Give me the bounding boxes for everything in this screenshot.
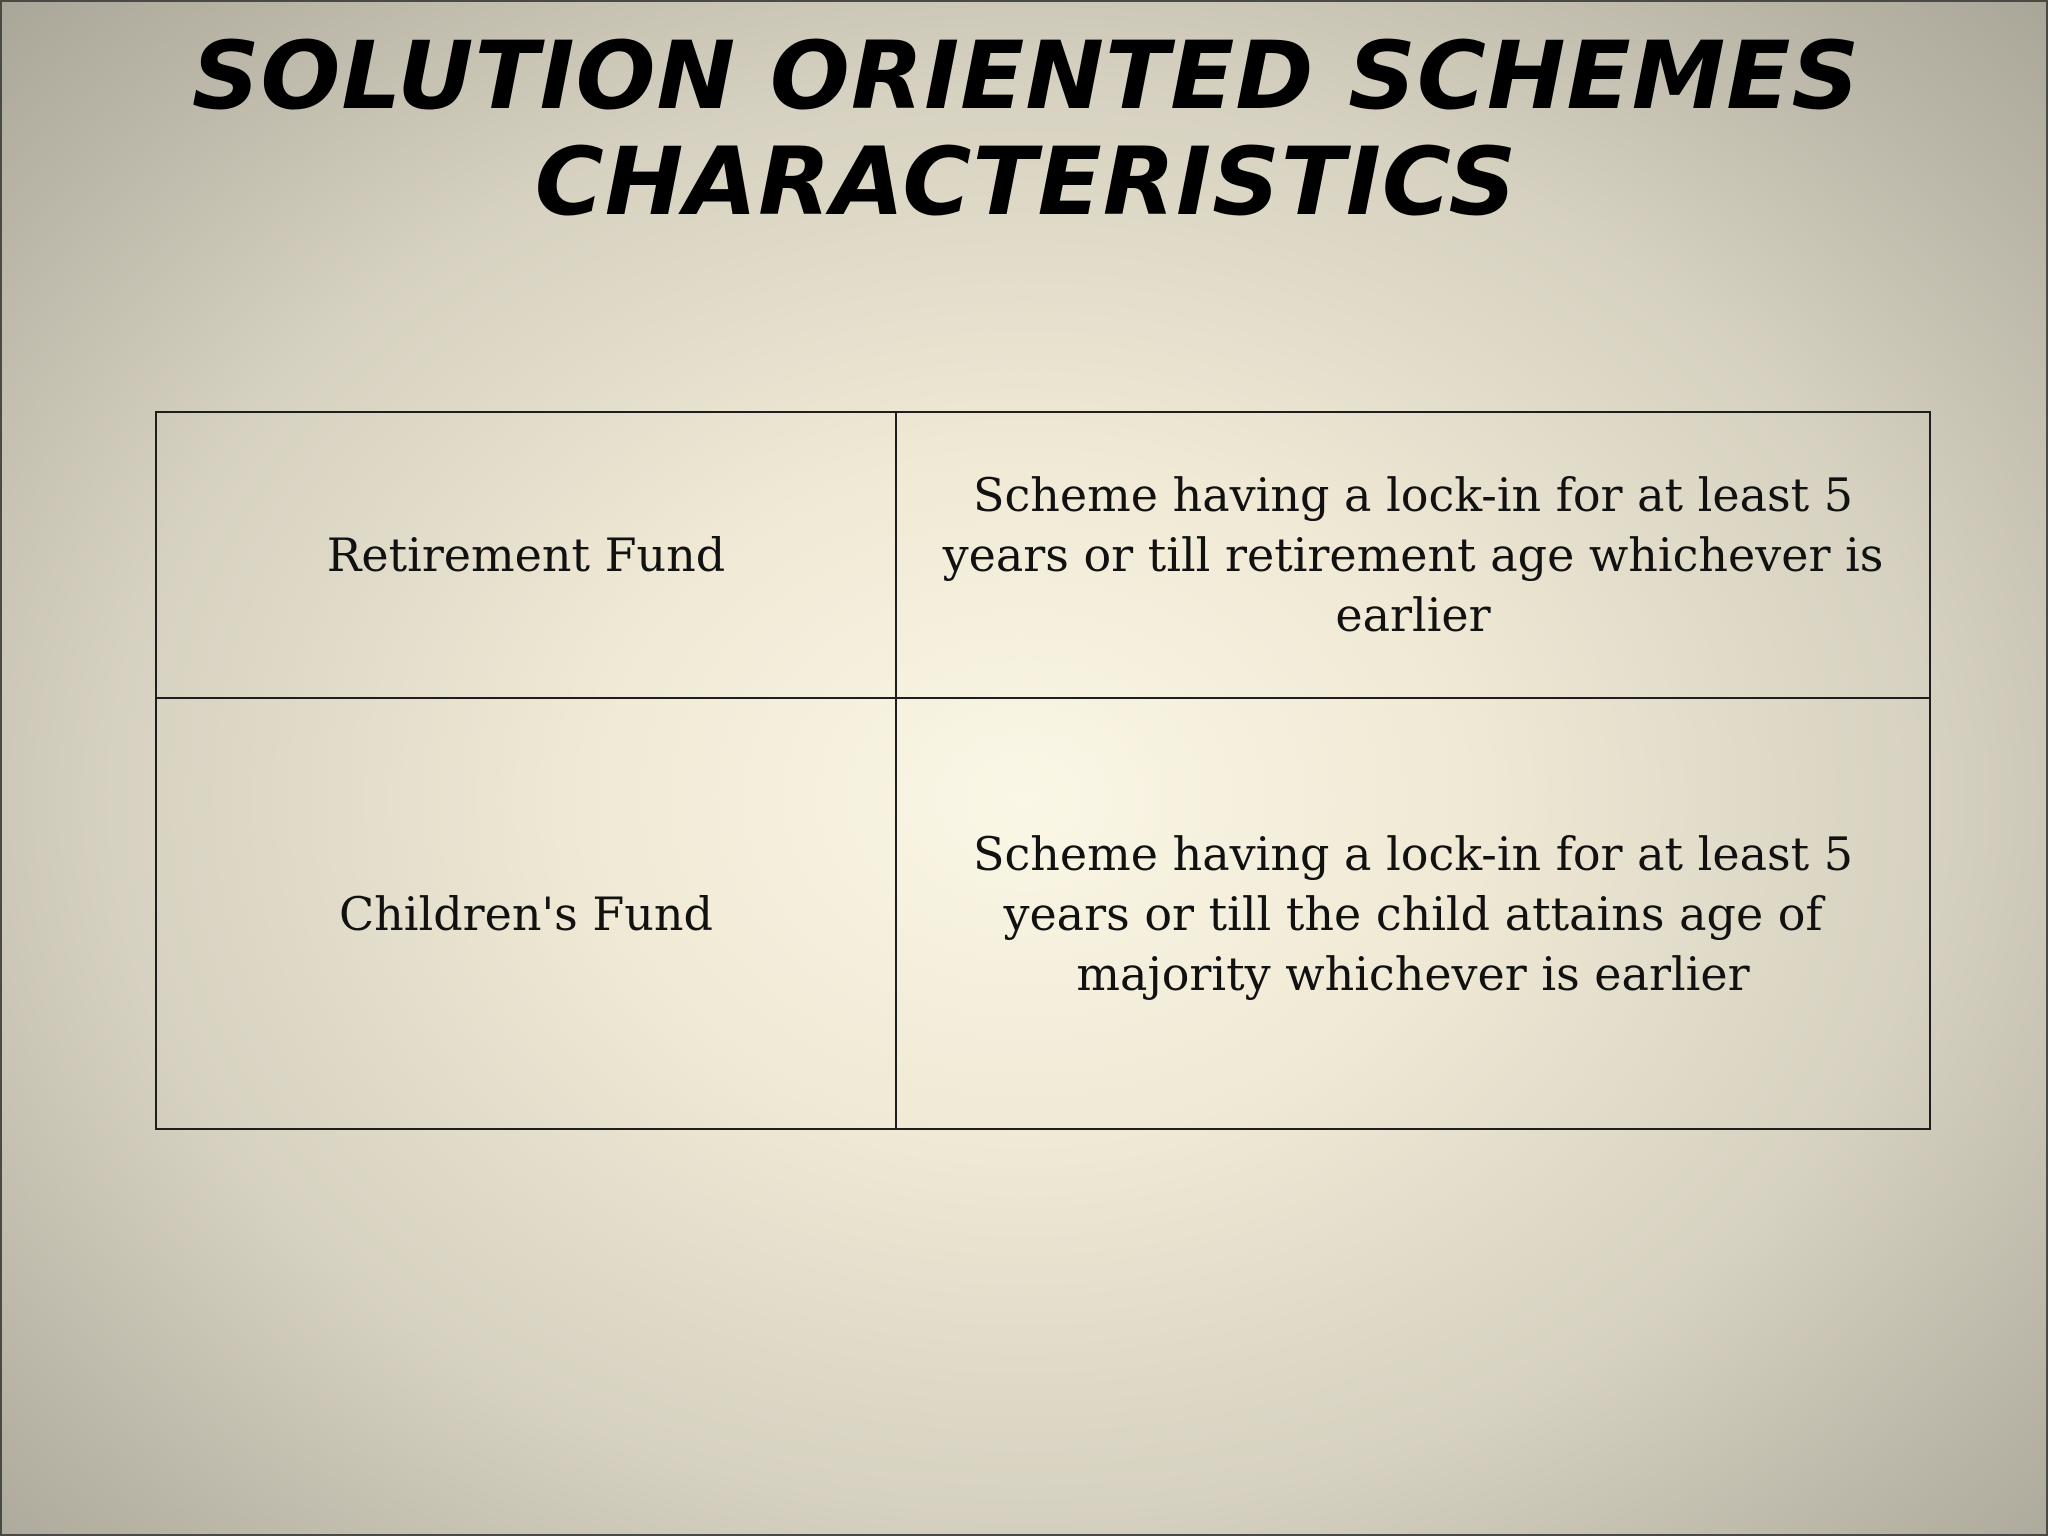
slide-title-line-2: CHARACTERISTICS <box>534 128 1518 237</box>
scheme-name-cell: Retirement Fund <box>156 412 896 698</box>
table-row <box>156 412 1930 698</box>
schemes-table-container <box>155 411 1931 1128</box>
schemes-table <box>155 411 1931 1130</box>
slide-title <box>2 24 2048 236</box>
scheme-name-cell: Children's Fund <box>156 698 896 1129</box>
scheme-description-cell: Scheme having a lock-in for at least 5 years or till the child attains age of majority whichever is earlier <box>896 698 1930 1129</box>
table-row <box>156 698 1930 1129</box>
slide-title-line-1: SOLUTION ORIENTED SCHEMES <box>191 22 1861 131</box>
scheme-description-cell: Scheme having a lock-in for at least 5 years or till retirement age whichever is earlier <box>896 412 1930 698</box>
